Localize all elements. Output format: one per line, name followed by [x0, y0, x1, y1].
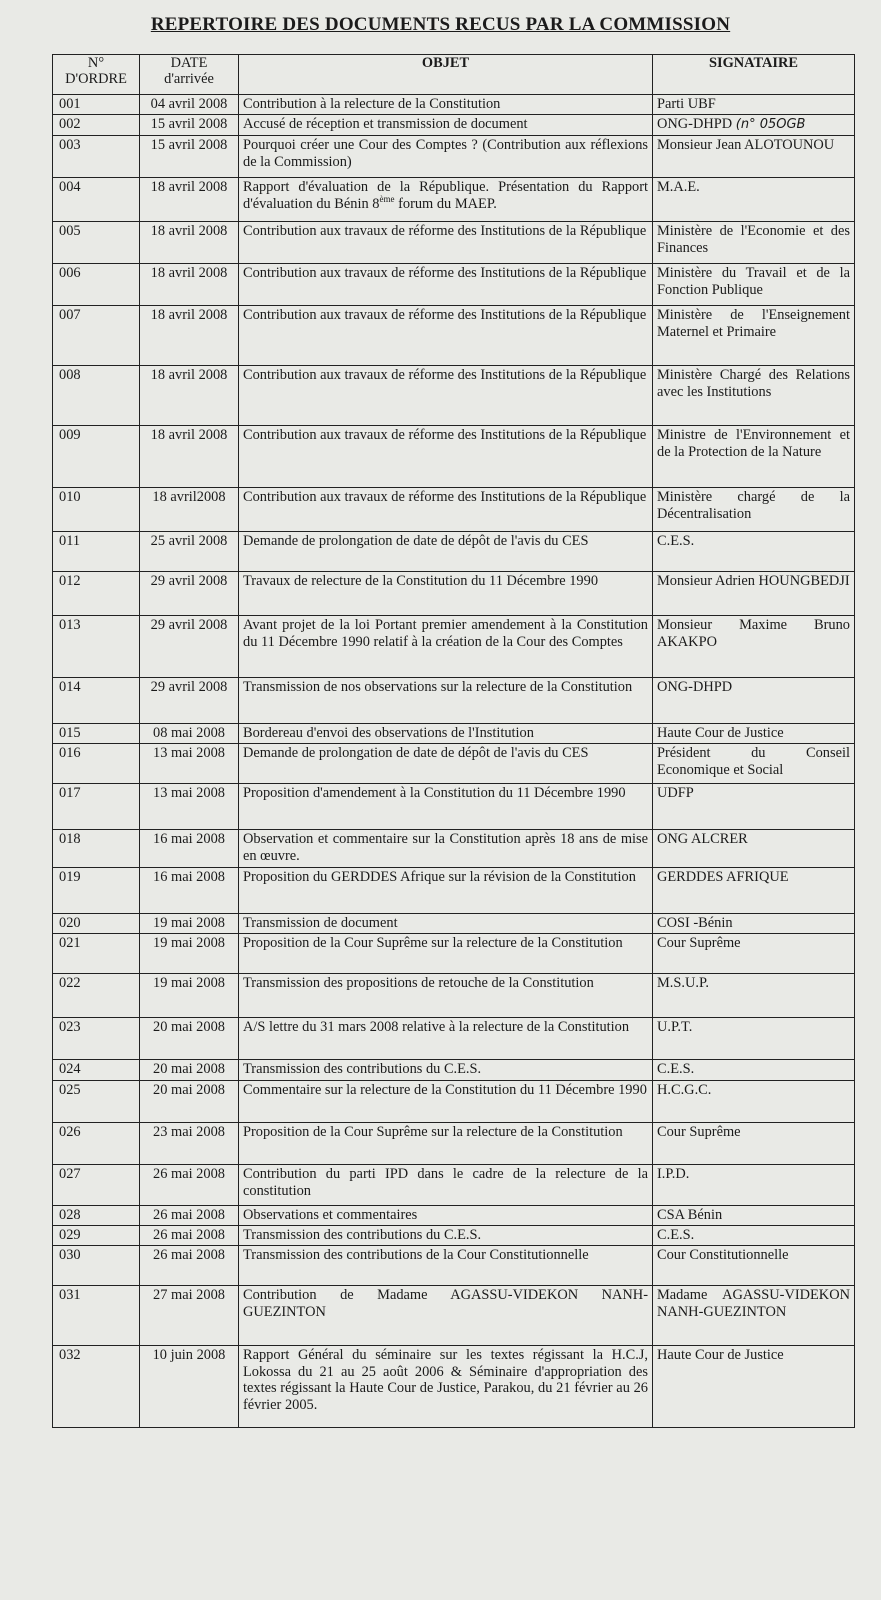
row-signataire-text: I.P.D. — [657, 1166, 690, 1182]
row-signataire — [653, 1246, 855, 1286]
handwritten-note: (n° 05OGB — [735, 117, 806, 132]
row-date — [140, 136, 239, 178]
row-signataire-text: Haute Cour de Justice — [657, 1347, 784, 1363]
row-signataire — [653, 868, 855, 914]
row-number-text: 012 — [59, 573, 81, 589]
row-date-text: 26 mai 2008 — [153, 1227, 225, 1243]
row-number-text: 005 — [59, 223, 81, 239]
row-date — [140, 744, 239, 784]
row-signataire — [653, 1346, 855, 1428]
document-title: REPERTOIRE DES DOCUMENTS RECUS PAR LA COMMISSION — [150, 14, 731, 35]
row-objet — [239, 914, 653, 934]
row-number — [53, 95, 140, 115]
row-date — [140, 264, 239, 306]
row-date — [140, 1206, 239, 1226]
row-signataire-text: Madame AGASSU-VIDEKON NANH-GUEZINTON — [657, 1287, 850, 1320]
row-objet-text: A/S lettre du 31 mars 2008 relative à la relecture de la Constitution — [243, 1019, 630, 1035]
row-date-text: 15 avril 2008 — [150, 116, 228, 132]
row-number — [53, 1226, 140, 1246]
row-signataire-text: C.E.S. — [657, 1227, 695, 1243]
row-signataire — [653, 1060, 855, 1081]
row-date-text: 10 juin 2008 — [152, 1347, 226, 1363]
row-objet-text: Contribution aux travaux de réforme des Institutions de la République — [243, 307, 647, 323]
table-row — [53, 974, 855, 1018]
row-signataire — [653, 306, 855, 366]
row-objet — [239, 974, 653, 1018]
table-row — [53, 178, 855, 222]
row-number — [53, 1206, 140, 1226]
row-date-text: 18 avril 2008 — [150, 427, 228, 443]
row-date — [140, 1165, 239, 1206]
row-date — [140, 678, 239, 724]
table-row — [53, 306, 855, 366]
row-number-text: 032 — [59, 1347, 81, 1363]
row-signataire-text: U.P.T. — [657, 1019, 693, 1035]
row-date-text: 26 mai 2008 — [153, 1247, 225, 1263]
table-row — [53, 616, 855, 678]
row-objet-text: Bordereau d'envoi des observations de l'Institution — [243, 725, 534, 741]
row-date-text: 15 avril 2008 — [150, 137, 228, 153]
row-date-text: 18 avril 2008 — [150, 265, 228, 281]
row-date — [140, 934, 239, 974]
row-date — [140, 974, 239, 1018]
row-number-text: 021 — [59, 935, 81, 951]
table-row — [53, 724, 855, 744]
row-number — [53, 264, 140, 306]
row-signataire-text: H.C.G.C. — [657, 1082, 712, 1098]
row-number — [53, 724, 140, 744]
row-date — [140, 914, 239, 934]
documents-table — [52, 54, 855, 1428]
row-number-text: 022 — [59, 975, 81, 991]
row-number-text: 029 — [59, 1227, 81, 1243]
row-date — [140, 1346, 239, 1428]
row-objet-text: Demande de prolongation de date de dépôt de l'avis du CES — [243, 533, 589, 549]
row-objet — [239, 366, 653, 426]
row-date-text: 27 mai 2008 — [153, 1287, 225, 1303]
registry-sheet — [52, 54, 854, 1428]
table-row — [53, 868, 855, 914]
row-objet-text: Commentaire sur la relecture de la Constitution du 11 Décembre 1990 — [243, 1082, 647, 1098]
row-objet — [239, 95, 653, 115]
header-num: N° D'ORDRE — [53, 55, 140, 95]
row-date — [140, 572, 239, 616]
row-date — [140, 488, 239, 532]
row-number — [53, 488, 140, 532]
table-row — [53, 744, 855, 784]
row-date — [140, 868, 239, 914]
table-row — [53, 1226, 855, 1246]
row-signataire-text: Monsieur Adrien HOUNGBEDJI — [657, 573, 850, 589]
row-date-text: 20 mai 2008 — [153, 1082, 225, 1098]
table-row — [53, 426, 855, 488]
table-row — [53, 934, 855, 974]
row-number-text: 027 — [59, 1166, 81, 1182]
row-objet-text: Contribution aux travaux de réforme des Institutions de la République — [243, 223, 647, 239]
row-signataire — [653, 934, 855, 974]
row-objet-text: Transmission de nos observations sur la relecture de la Constitution — [243, 679, 633, 695]
row-number-text: 018 — [59, 831, 81, 847]
row-signataire — [653, 784, 855, 830]
row-signataire-text: C.E.S. — [657, 1061, 695, 1077]
row-signataire — [653, 1018, 855, 1060]
row-date — [140, 616, 239, 678]
row-number — [53, 1018, 140, 1060]
row-number — [53, 934, 140, 974]
row-number-text: 013 — [59, 617, 81, 633]
row-number — [53, 784, 140, 830]
row-signataire-text: C.E.S. — [657, 533, 695, 549]
row-number-text: 003 — [59, 137, 81, 153]
header-signataire: SIGNATAIRE — [653, 55, 855, 95]
row-signataire-text: ONG-DHPD — [657, 679, 733, 695]
row-number — [53, 1123, 140, 1165]
row-signataire — [653, 616, 855, 678]
table-row — [53, 1206, 855, 1226]
row-date-text: 20 mai 2008 — [153, 1019, 225, 1035]
table-row — [53, 222, 855, 264]
row-date-text: 26 mai 2008 — [153, 1207, 225, 1223]
row-signataire — [653, 95, 855, 115]
table-row — [53, 1123, 855, 1165]
row-signataire-text: UDFP — [657, 785, 694, 801]
row-number — [53, 1081, 140, 1123]
table-row — [53, 1060, 855, 1081]
row-signataire — [653, 724, 855, 744]
row-number-text: 020 — [59, 915, 81, 931]
row-objet — [239, 868, 653, 914]
table-row — [53, 1286, 855, 1346]
header-row — [53, 55, 855, 95]
row-number-text: 030 — [59, 1247, 81, 1263]
row-date-text: 13 mai 2008 — [153, 745, 225, 761]
row-signataire — [653, 974, 855, 1018]
row-number-text: 011 — [59, 533, 81, 549]
row-objet-text: Contribution aux travaux de réforme des Institutions de la République — [243, 427, 647, 443]
row-objet — [239, 1165, 653, 1206]
row-signataire — [653, 678, 855, 724]
row-number-text: 023 — [59, 1019, 81, 1035]
row-number — [53, 426, 140, 488]
row-date-text: 16 mai 2008 — [153, 831, 225, 847]
row-objet — [239, 616, 653, 678]
table-row — [53, 264, 855, 306]
row-signataire-text: Ministre de l'Environnement et de la Protection de la Nature — [657, 427, 850, 460]
row-objet-text: Observation et commentaire sur la Constitution après 18 ans de mise en œuvre. — [243, 831, 648, 864]
row-date — [140, 366, 239, 426]
row-number-text: 008 — [59, 367, 81, 383]
row-signataire — [653, 426, 855, 488]
header-date: DATE d'arrivée — [140, 55, 239, 95]
row-objet-text: Avant projet de la loi Portant premier amendement à la Constitution du 11 Décembre 1990 relatif à la création de la Cour des Comptes — [243, 617, 648, 650]
row-number — [53, 744, 140, 784]
row-objet — [239, 306, 653, 366]
row-date-text: 13 mai 2008 — [153, 785, 225, 801]
row-signataire-text: Ministère de l'Enseignement Maternel et Primaire — [657, 307, 850, 340]
row-number — [53, 616, 140, 678]
row-objet-text: Demande de prolongation de date de dépôt de l'avis du CES — [243, 745, 589, 761]
row-date — [140, 1246, 239, 1286]
row-signataire-text: Cour Suprême — [657, 1124, 741, 1140]
row-date — [140, 1060, 239, 1081]
row-objet — [239, 1226, 653, 1246]
row-number — [53, 136, 140, 178]
row-number — [53, 678, 140, 724]
row-number-text: 016 — [59, 745, 81, 761]
row-objet — [239, 1123, 653, 1165]
row-date — [140, 724, 239, 744]
row-signataire-text: Ministère du Travail et de la Fonction Publique — [657, 265, 850, 298]
row-signataire — [653, 1226, 855, 1246]
row-number — [53, 830, 140, 868]
table-row — [53, 95, 855, 115]
row-number — [53, 366, 140, 426]
table-row — [53, 1346, 855, 1428]
row-date — [140, 178, 239, 222]
row-objet-text: Proposition de la Cour Suprême sur la relecture de la Constitution — [243, 1124, 623, 1140]
row-date — [140, 222, 239, 264]
row-signataire-text: Parti UBF — [657, 96, 716, 112]
row-signataire-text: M.A.E. — [657, 179, 700, 195]
row-objet — [239, 136, 653, 178]
row-date-text: 29 avril 2008 — [150, 679, 228, 695]
row-signataire-text: Haute Cour de Justice — [657, 725, 784, 741]
row-date-text: 18 avril 2008 — [150, 223, 228, 239]
row-objet-text: Contribution à la relecture de la Constitution — [243, 96, 501, 112]
table-row — [53, 784, 855, 830]
row-date-text: 04 avril 2008 — [150, 96, 228, 112]
row-date-text: 16 mai 2008 — [153, 869, 225, 885]
row-signataire — [653, 532, 855, 572]
row-objet — [239, 1246, 653, 1286]
table-row — [53, 1018, 855, 1060]
row-date-text: 23 mai 2008 — [153, 1124, 225, 1140]
row-objet — [239, 222, 653, 264]
row-date — [140, 830, 239, 868]
table-row — [53, 488, 855, 532]
row-objet — [239, 830, 653, 868]
row-date — [140, 95, 239, 115]
row-number-text: 017 — [59, 785, 81, 801]
row-objet — [239, 572, 653, 616]
row-number-text: 006 — [59, 265, 81, 281]
row-objet — [239, 1286, 653, 1346]
row-number-text: 031 — [59, 1287, 81, 1303]
table-row — [53, 1246, 855, 1286]
row-number — [53, 1346, 140, 1428]
row-objet-text: Contribution aux travaux de réforme des Institutions de la République — [243, 265, 647, 281]
table-row — [53, 532, 855, 572]
row-number — [53, 115, 140, 136]
row-signataire — [653, 1165, 855, 1206]
row-number — [53, 868, 140, 914]
header-objet: OBJET — [239, 55, 653, 95]
row-objet — [239, 1206, 653, 1226]
row-objet — [239, 1346, 653, 1428]
row-date-text: 29 avril 2008 — [150, 617, 228, 633]
table-row — [53, 1081, 855, 1123]
row-number — [53, 974, 140, 1018]
row-number — [53, 914, 140, 934]
row-number-text: 026 — [59, 1124, 81, 1140]
row-date-text: 19 mai 2008 — [153, 935, 225, 951]
row-signataire-text: Monsieur Maxime Bruno AKAKPO — [657, 617, 850, 650]
row-objet-text: Contribution aux travaux de réforme des Institutions de la République — [243, 367, 647, 383]
row-number-text: 001 — [59, 96, 81, 112]
table-row — [53, 136, 855, 178]
row-objet-text: Transmission des contributions de la Cour Constitutionnelle — [243, 1247, 589, 1263]
row-signataire-text: Ministère chargé de la Décentralisation — [657, 489, 850, 522]
row-date — [140, 1286, 239, 1346]
row-signataire-text: ONG-DHPD — [657, 116, 733, 132]
row-signataire-text: M.S.U.P. — [657, 975, 709, 991]
row-number — [53, 532, 140, 572]
row-objet — [239, 934, 653, 974]
row-signataire — [653, 136, 855, 178]
row-number — [53, 1246, 140, 1286]
row-signataire — [653, 264, 855, 306]
row-objet — [239, 488, 653, 532]
row-date — [140, 1081, 239, 1123]
row-number-text: 014 — [59, 679, 81, 695]
row-objet-text: Proposition du GERDDES Afrique sur la révision de la Constitution — [243, 869, 636, 885]
row-objet — [239, 744, 653, 784]
row-objet — [239, 115, 653, 136]
row-objet — [239, 784, 653, 830]
row-objet — [239, 1060, 653, 1081]
row-signataire-text: ONG ALCRER — [657, 831, 748, 847]
row-date-text: 18 avril 2008 — [150, 307, 228, 323]
row-objet-text: Proposition de la Cour Suprême sur la relecture de la Constitution — [243, 935, 623, 951]
row-signataire — [653, 744, 855, 784]
row-signataire — [653, 1286, 855, 1346]
row-signataire-text: Cour Suprême — [657, 935, 741, 951]
row-number-text: 019 — [59, 869, 81, 885]
row-signataire-text: Président du Conseil Economique et Social — [657, 745, 850, 778]
row-objet — [239, 1018, 653, 1060]
row-date-text: 18 avril 2008 — [150, 367, 228, 383]
row-date — [140, 532, 239, 572]
row-date-text: 18 avril2008 — [152, 489, 226, 505]
row-objet-text: Contribution du parti IPD dans le cadre de la relecture de la constitution — [243, 1166, 648, 1199]
row-number-text: 024 — [59, 1061, 81, 1077]
row-signataire — [653, 572, 855, 616]
row-objet-text: Transmission de document — [243, 915, 398, 931]
row-date — [140, 784, 239, 830]
row-objet-text: Rapport d'évaluation de la République. Présentation du Rapport d'évaluation du Bénin 8ème forum du MAEP. — [243, 179, 648, 212]
row-signataire — [653, 366, 855, 426]
row-objet — [239, 178, 653, 222]
row-number — [53, 178, 140, 222]
row-signataire-text: GERDDES AFRIQUE — [657, 869, 789, 885]
row-objet — [239, 678, 653, 724]
row-number — [53, 1165, 140, 1206]
row-number-text: 028 — [59, 1207, 81, 1223]
row-number — [53, 306, 140, 366]
row-objet-text: Travaux de relecture de la Constitution du 11 Décembre 1990 — [243, 573, 599, 589]
row-number — [53, 572, 140, 616]
row-signataire-text: Ministère de l'Economie et des Finances — [657, 223, 850, 256]
row-objet-text: Observations et commentaires — [243, 1207, 418, 1223]
row-objet-text: Transmission des contributions du C.E.S. — [243, 1227, 482, 1243]
row-date — [140, 1123, 239, 1165]
row-number-text: 025 — [59, 1082, 81, 1098]
row-date — [140, 1226, 239, 1246]
table-row — [53, 1165, 855, 1206]
row-signataire — [653, 1123, 855, 1165]
row-date-text: 08 mai 2008 — [153, 725, 225, 741]
row-objet — [239, 724, 653, 744]
row-objet-text: Pourquoi créer une Cour des Comptes ? (Contribution aux réflexions de la Commission) — [243, 137, 648, 170]
row-number-text: 009 — [59, 427, 81, 443]
row-objet-text: Transmission des contributions du C.E.S. — [243, 1061, 482, 1077]
row-date-text: 29 avril 2008 — [150, 573, 228, 589]
row-signataire-text: CSA Bénin — [657, 1207, 723, 1223]
row-date-text: 25 avril 2008 — [150, 533, 228, 549]
row-objet-text: Accusé de réception et transmission de document — [243, 116, 528, 132]
table-row — [53, 830, 855, 868]
row-objet-text: Proposition d'amendement à la Constitution du 11 Décembre 1990 — [243, 785, 626, 801]
row-date-text: 26 mai 2008 — [153, 1166, 225, 1182]
row-objet-text: Transmission des propositions de retouche de la Constitution — [243, 975, 594, 991]
row-objet — [239, 264, 653, 306]
row-number-text: 002 — [59, 116, 81, 132]
row-objet — [239, 426, 653, 488]
row-date — [140, 115, 239, 136]
row-number-text: 004 — [59, 179, 81, 195]
row-number-text: 010 — [59, 489, 81, 505]
table-body — [53, 95, 855, 1428]
row-date-text: 19 mai 2008 — [153, 975, 225, 991]
row-objet-text: Contribution de Madame AGASSU-VIDEKON NANH-GUEZINTON — [243, 1287, 648, 1320]
row-signataire — [653, 1081, 855, 1123]
table-row — [53, 115, 855, 136]
row-number-text: 015 — [59, 725, 81, 741]
row-date-text: 18 avril 2008 — [150, 179, 228, 195]
row-signataire — [653, 488, 855, 532]
row-number — [53, 222, 140, 264]
row-number — [53, 1286, 140, 1346]
row-signataire-text: COSI -Bénin — [657, 915, 733, 931]
row-signataire — [653, 914, 855, 934]
row-signataire — [653, 178, 855, 222]
row-signataire-text: Monsieur Jean ALOTOUNOU — [657, 137, 835, 153]
row-signataire — [653, 115, 855, 136]
table-row — [53, 366, 855, 426]
row-objet-text: Rapport Général du séminaire sur les textes régissant la H.C.J, Lokossa du 21 au 25 août 2006 & Séminaire d'appropriation des textes régissant la Haute Cour de Justice, Parakou, du 21 février au 26 février 2005. — [243, 1347, 648, 1413]
row-objet — [239, 532, 653, 572]
row-number — [53, 1060, 140, 1081]
table-row — [53, 572, 855, 616]
row-signataire-text: Ministère Chargé des Relations avec les Institutions — [657, 367, 850, 400]
row-date — [140, 306, 239, 366]
row-signataire — [653, 830, 855, 868]
row-date — [140, 426, 239, 488]
row-objet — [239, 1081, 653, 1123]
row-date — [140, 1018, 239, 1060]
row-number-text: 007 — [59, 307, 81, 323]
table-row — [53, 914, 855, 934]
row-signataire — [653, 222, 855, 264]
row-signataire — [653, 1206, 855, 1226]
row-date-text: 20 mai 2008 — [153, 1061, 225, 1077]
table-row — [53, 678, 855, 724]
row-objet-text: Contribution aux travaux de réforme des Institutions de la République — [243, 489, 647, 505]
row-date-text: 19 mai 2008 — [153, 915, 225, 931]
row-signataire-text: Cour Constitutionnelle — [657, 1247, 789, 1263]
